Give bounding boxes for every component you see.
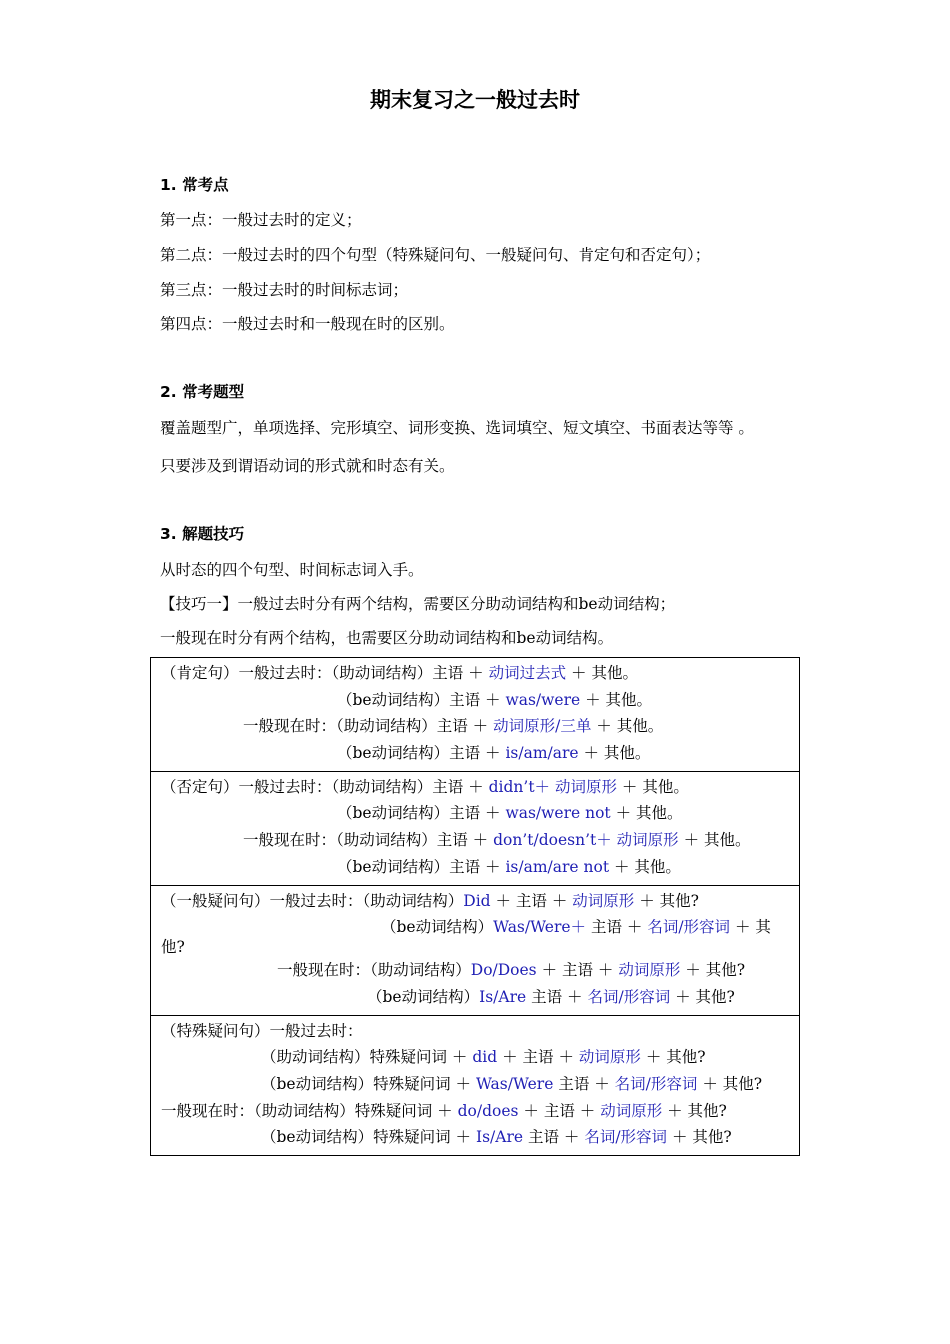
rule-text: （be动词结构） — [381, 918, 494, 937]
rule-text: （be动词结构） — [367, 987, 480, 1006]
general-question-row — [151, 885, 800, 1015]
rule-text: （助动词结构）特殊疑问词 ＋ — [261, 1048, 473, 1067]
rule-highlight: don’t/doesn’t＋ 动词原形 — [493, 831, 679, 850]
rule-line — [161, 740, 791, 767]
question-types-line-2: 只要涉及到谓语动词的形式就和时态有关。 — [160, 457, 455, 475]
rule-line — [161, 800, 791, 827]
rule-text: 一般现在时：（助动词结构）主语 ＋ — [243, 831, 494, 850]
rule-text: （be动词结构）特殊疑问词 ＋ — [261, 1074, 476, 1093]
rule-line — [161, 687, 791, 714]
rule-line — [161, 1071, 791, 1098]
rule-highlight: didn’t＋ 动词原形 — [488, 777, 617, 796]
rule-text: （肯定句）一般过去时：（助动词结构）主语 ＋ — [161, 664, 489, 682]
point-1: 第一点：一般过去时的定义； — [160, 211, 362, 229]
rule-text: （否定句）一般过去时：（助动词结构）主语 ＋ — [161, 777, 489, 796]
special-question-cell — [151, 1015, 800, 1155]
rule-highlight: 动词原形 — [578, 1048, 641, 1067]
rule-highlight: was/were — [505, 690, 581, 709]
rule-line — [161, 957, 791, 984]
rule-text: ＋ 其他? — [640, 1048, 706, 1067]
rule-highlight: 动词原形 — [618, 961, 681, 980]
section-heading-3: 3. 解题技巧 — [160, 525, 245, 543]
tips-line-2: 【技巧一】一般过去时分有两个结构，需要区分助动词结构和be动词结构； — [160, 595, 676, 613]
rule-line — [161, 713, 791, 740]
rule-text: ＋ 其他? — [662, 1101, 727, 1120]
rule-line — [161, 827, 791, 854]
tips-line-1: 从时态的四个句型、时间标志词入手。 — [160, 561, 424, 579]
rule-text: 主语 ＋ — [553, 1074, 615, 1093]
affirmative-row — [151, 658, 800, 772]
rule-text: ＋ 其他。 — [580, 690, 653, 709]
point-2: 第二点：一般过去时的四个句型（特殊疑问句、一般疑问句、肯定句和否定句）； — [160, 246, 711, 264]
rule-text: 一般现在时：（助动词结构）主语 ＋ — [243, 717, 494, 736]
rule-text: ＋ 其他? — [697, 1074, 763, 1093]
rule-highlight: do/does — [457, 1101, 519, 1120]
rule-text: 主语 ＋ — [526, 987, 588, 1006]
rule-highlight: is/am/are not — [505, 857, 610, 876]
rule-line — [161, 888, 791, 915]
rule-highlight: 名词/形容词 — [614, 1074, 698, 1093]
negative-row — [151, 771, 800, 885]
rule-text: （be动词结构）主语 ＋ — [337, 857, 506, 876]
tips-line-3: 一般现在时分有两个结构，也需要区分助动词结构和be动词结构。 — [160, 629, 614, 647]
rule-text: （be动词结构）主语 ＋ — [337, 804, 506, 823]
rule-highlight: 名词/形容词 — [584, 1128, 668, 1147]
rule-text: （be动词结构）主语 ＋ — [337, 690, 506, 709]
rule-highlight: Is/Are — [479, 987, 527, 1006]
rule-highlight: was/were not — [505, 804, 611, 823]
rule-line — [161, 774, 791, 801]
rule-highlight: Is/Are — [475, 1128, 524, 1147]
rule-text: 一般现在时：（助动词结构） — [277, 961, 471, 980]
point-4: 第四点：一般过去时和一般现在时的区别。 — [160, 315, 455, 333]
rule-text: ＋ 其他? — [667, 1128, 732, 1147]
rule-highlight: 动词过去式 — [488, 664, 567, 682]
rule-highlight: did — [472, 1048, 498, 1067]
rule-text: ＋ 主语 ＋ — [518, 1101, 601, 1120]
grammar-table — [150, 657, 800, 1156]
rule-highlight: 动词原形 — [572, 891, 635, 910]
rule-text: 主语 ＋ — [586, 918, 648, 937]
rule-text: ＋ 其他。 — [678, 831, 751, 850]
rule-line — [161, 984, 791, 1011]
rule-line — [161, 1098, 791, 1125]
section-heading-2: 2. 常考题型 — [160, 383, 245, 401]
page-title: 期末复习之一般过去时 — [370, 88, 580, 112]
section-heading-1: 1. 常考点 — [160, 176, 229, 194]
rule-text: 主语 ＋ — [523, 1128, 585, 1147]
rule-highlight: Was/Were＋ — [493, 918, 587, 937]
rule-text: ＋ 主语 ＋ — [536, 961, 619, 980]
rule-text: ＋ 其他。 — [609, 857, 681, 876]
rule-text: ＋ 其他? — [161, 918, 771, 957]
rule-line — [161, 914, 791, 957]
rule-highlight: Do/Does — [470, 961, 537, 980]
rule-text: ＋ 主语 ＋ — [497, 1048, 579, 1067]
rule-text: 一般现在时：（助动词结构）特殊疑问词 ＋ — [161, 1101, 458, 1120]
rule-line — [161, 1044, 791, 1071]
rule-text: ＋ 其他? — [634, 891, 699, 910]
rule-text: （be动词结构）主语 ＋ — [337, 744, 506, 763]
rule-text: ＋ 其他。 — [591, 717, 664, 736]
rule-text: （一般疑问句）一般过去时：（助动词结构） — [161, 891, 464, 910]
rule-text: ＋ 其他。 — [578, 744, 651, 763]
rule-highlight: 名词/形容词 — [587, 987, 671, 1006]
rule-highlight: 动词原形/三单 — [493, 717, 592, 736]
negative-cell — [151, 771, 800, 885]
special-question-row — [151, 1015, 800, 1155]
rule-highlight: is/am/are — [505, 744, 579, 763]
general-question-cell — [151, 885, 800, 1015]
rule-line — [161, 1124, 791, 1151]
rule-highlight: Did — [463, 891, 491, 910]
question-types-line-1: 覆盖题型广，单项选择、完形填空、词形变换、选词填空、短文填空、书面表达等等 。 — [160, 419, 754, 437]
rule-text: ＋ 其他。 — [616, 777, 689, 796]
rule-line — [161, 854, 791, 881]
affirmative-cell — [151, 658, 800, 772]
rule-text: ＋ 主语 ＋ — [490, 891, 573, 910]
rule-highlight: 名词/形容词 — [647, 918, 731, 937]
rule-highlight: Was/Were — [475, 1074, 554, 1093]
rule-highlight: 动词原形 — [600, 1101, 663, 1120]
rule-text: （be动词结构）特殊疑问词 ＋ — [261, 1128, 476, 1147]
rule-text: ＋ 其他。 — [610, 804, 683, 823]
rule-text: ＋ 其他? — [680, 961, 746, 980]
point-3: 第三点：一般过去时的时间标志词； — [160, 281, 409, 299]
rule-text: ＋ 其他。 — [566, 664, 638, 682]
rule-header: （特殊疑问句）一般过去时： — [161, 1021, 363, 1040]
rule-line — [161, 660, 791, 687]
rule-text: ＋ 其他? — [670, 987, 735, 1006]
